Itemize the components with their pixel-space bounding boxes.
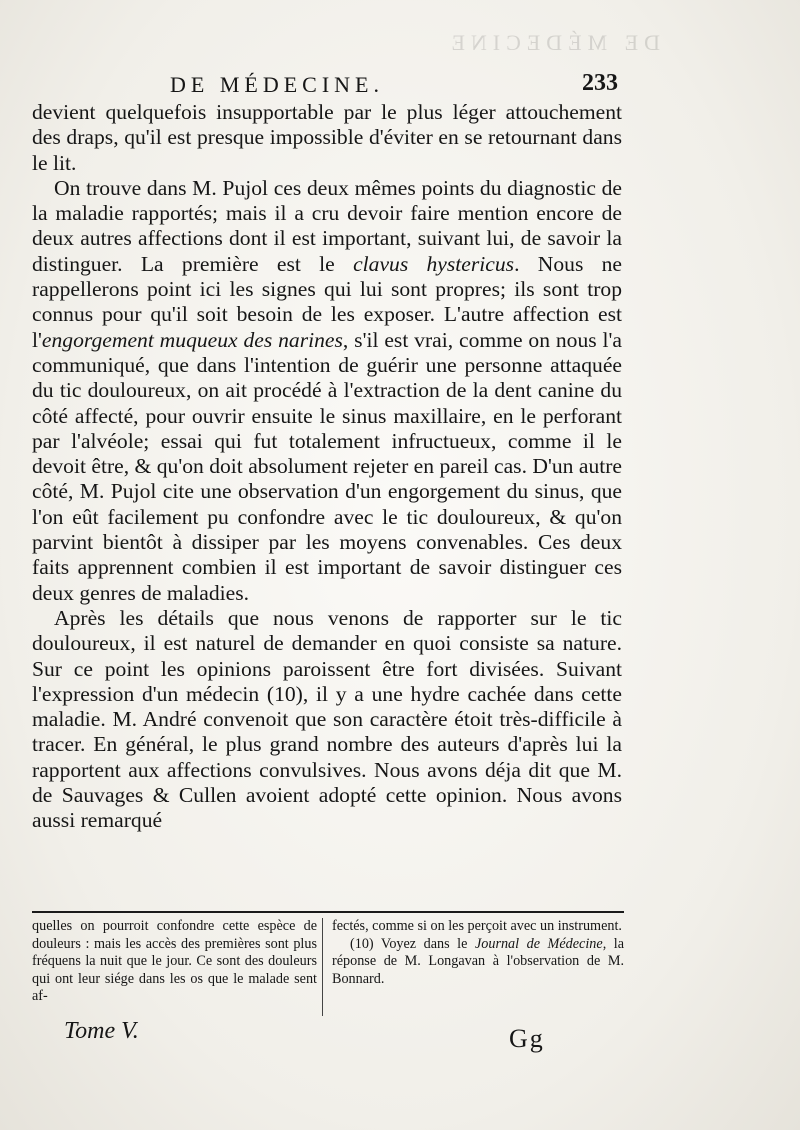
volume-label: Tome V. [64,1018,139,1044]
footnote-10-journal: Journal de Médecine [474,935,603,952]
footnote-10 [332,936,624,989]
footnote-left-column [32,918,317,1006]
p2-italic-engorgement: engorgement muqueux des narines [41,327,343,352]
footnote-divider [322,918,323,1016]
p2-text-c: . Nous ne rappellerons point ici les signes qui lui sont propres; ils sont trop connus pour qu'il soit besoin de les exposer. L'autre affection est l' [32,251,623,352]
footnote-10-a: (10) Voyez dans le [350,935,475,952]
paragraph-1: devient quelquefois insupportable par le plus léger attouchement des draps, qu'il est presque impossible d'éviter en se retournant dans le lit. [32,100,622,175]
paragraph-2 [32,176,622,606]
paragraph-3: Après les détails que nous venons de rapporter sur le tic douloureux, il est naturel de demander en quoi consiste sa nature. Sur ce point les opinions paroissent être fort divisées. Suivant l'expression d'un médecin (10), il y a une hydre cachée dans cette maladie. M. André convenoit que son caractère étoit très-difficile à tracer. En général, le plus grand nombre des auteurs d'après lui la rapportent aux affections convulsives. Nous avons déja dit que M. de Sauvages & Cullen avoient adopté cette opinion. Nous avons aussi remarqué [32,605,622,833]
p2-text-a: On trouve dans M. Pujol ces deux mêmes points du diagnostic de la maladie rapportés; mais il a cru devoir faire mention encore de deux autres affections dont il est important, suivant lui, de savoir la distinguer. La première est le [32,175,622,276]
footnote-right-continuation: fectés, comme si on les perçoit avec un instrument. [332,918,622,934]
footnote-10-c: , la réponse de M. Longavan à l'observation de M. Bonnard. [332,935,625,987]
footnote-left-text: quelles on pourroit confondre cette espèce de douleurs : mais les accès des premières sont plus fréquens la nuit que le jour. Ce sont des douleurs qui ont leur siége dans les os que le malade sent af- [32,918,317,1005]
bleed-through-text: DE MÉDECINE [445,30,660,55]
footnote-rule [32,911,624,913]
p2-text-e: , s'il est vrai, comme on nous l'a communiqué, que dans l'intention de guérir une personne attaquée du tic douloureux, on ait procédé à l'extraction de la dent canine du côté affecté, pour ouvrir ensuite le sinus maxillaire, en le perforant par l'alvéole; essai qui fut totalement infructueux, comme il le devoit être, & qu'on doit absolument rejeter en pareil cas. D'un autre côté, M. Pujol cite une observation d'un engorgement du sinus, que l'on eût facilement pu confondre avec le tic douloureux, & qu'on parvint bientôt à dissiper par les moyens convenables. Ces deux faits apprennent combien il est important de savoir distinguer ces deux genres de maladies. [32,327,623,605]
page-number: 233 [582,70,618,96]
signature-mark: Gg [509,1024,545,1053]
footnote-right-column [332,918,624,988]
main-text [32,100,622,834]
running-head: DE MÉDECINE. [170,72,384,97]
p2-italic-clavus: clavus hystericus [353,251,515,276]
footnotes [32,918,624,1028]
